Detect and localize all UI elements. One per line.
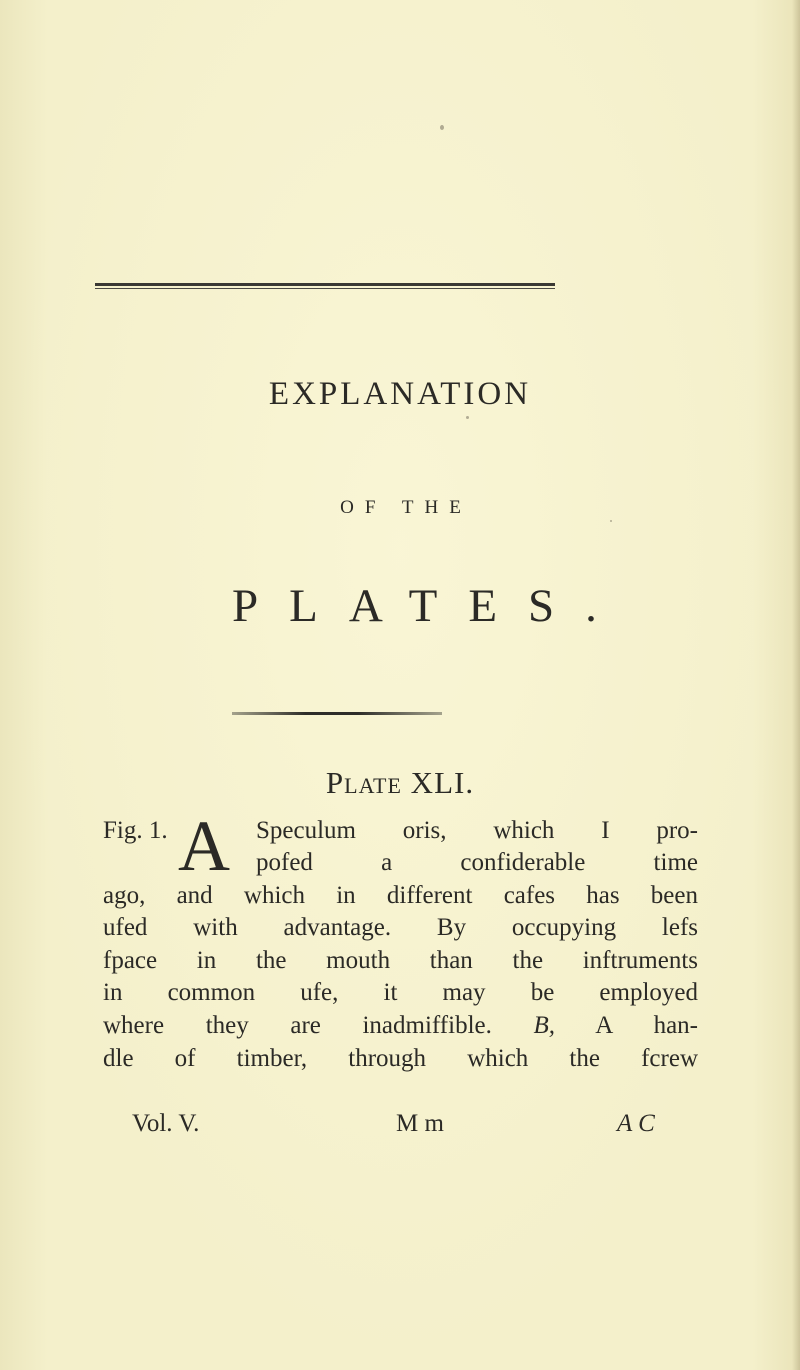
text-line-6: in common ufe, it may be employed: [103, 979, 698, 1006]
page-edge-shadow: [792, 0, 800, 1370]
text-line-2: pofed a confiderable time: [256, 849, 698, 876]
top-rule-thick: [95, 283, 555, 286]
top-double-rule: [95, 283, 555, 289]
text-line-1: Speculum oris, which I pro-: [256, 817, 698, 844]
footer-catchword: A C: [617, 1110, 655, 1137]
paper-speck: [440, 125, 444, 130]
section-divider-rule: [232, 712, 442, 715]
footer-volume: Vol. V.: [132, 1110, 200, 1137]
plate-title: Plate XLI.: [325, 765, 475, 800]
text-line-7-italic-letter: B,: [533, 1012, 556, 1039]
paper-speck: [610, 520, 612, 522]
text-line-4: ufed with advantage. By occupying lefs: [103, 914, 698, 941]
text-line-5: fpace in the mouth than the inftruments: [103, 947, 698, 974]
text-line-7-end: A han-: [595, 1012, 698, 1039]
paper-speck: [466, 416, 469, 419]
top-rule-thin: [95, 288, 555, 289]
text-line-3: ago, and which in different cafes has been: [103, 882, 698, 909]
heading-explanation: EXPLANATION: [268, 376, 532, 412]
heading-of-the: OF THE: [340, 497, 472, 518]
text-line-7: [103, 1010, 698, 1043]
figure-label: Fig. 1.: [103, 817, 168, 844]
footer-signature-mark: M m: [396, 1110, 444, 1137]
text-line-8: dle of timber, through which the fcrew: [103, 1045, 698, 1072]
paper-speck: [640, 1120, 642, 1122]
drop-cap-letter: A: [178, 806, 230, 886]
text-line-7-start: where they are inadmiffible.: [103, 1012, 492, 1039]
heading-plates: PLATES.: [232, 580, 628, 632]
